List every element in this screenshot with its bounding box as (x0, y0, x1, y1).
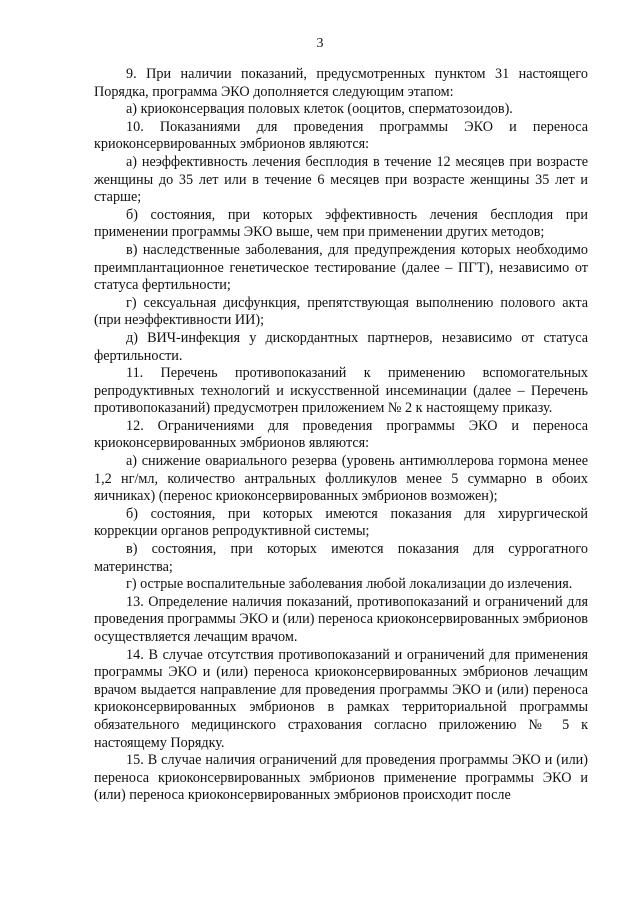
page-number: 3 (316, 36, 324, 51)
paragraph-13: 13. Определение наличия показаний, противопоказаний и ограничений для проведения программы ЭКО и (или) переноса криоконсервированных эмбрионов осуществляется лечащим врачом. (94, 593, 588, 645)
paragraph-12b: б) состояния, при которых имеются показания для хирургической коррекции органов репродуктивной системы; (94, 505, 588, 540)
paragraph-12g: г) острые воспалительные заболевания любой локализации до излечения. (126, 576, 573, 593)
paragraph-10b: б) состояния, при которых эффективность лечения бесплодия при применении программы ЭКО выше, чем при применении других методов; (94, 206, 588, 241)
paragraph-11: 11. Перечень противопоказаний к применению вспомогательных репродуктивных технологий и искусственной инсеминации (далее – Перечень противопоказаний) предусмотрен приложением № 2 к настоящему приказу. (94, 365, 588, 417)
paragraph-10d: д) ВИЧ-инфекция у дискордантных партнеров, независимо от статуса фертильности. (94, 329, 588, 364)
paragraph-12a: а) снижение овариального резерва (уровень антимюллерова гормона менее 1,2 нг/мл, количество антральных фолликулов менее 5 суммарно в обоих яичниках) (перенос криоконсервированных эмбрионов возможен); (94, 453, 588, 505)
paragraph-10: 10. Показаниями для проведения программы ЭКО и переноса криоконсервированных эмбрионов являются: (94, 118, 588, 153)
paragraph-12: 12. Ограничениями для проведения программы ЭКО и переноса криоконсервированных эмбрионов являются: (94, 417, 588, 452)
paragraph-10a: а) неэффективность лечения бесплодия в течение 12 месяцев при возрасте женщины до 35 лет или в течение 6 месяцев при возрасте женщины 35 лет и старше; (94, 153, 588, 206)
paragraph-10v: в) наследственные заболевания, для предупреждения которых необходимо преимплантационное генетическое тестирование (далее – ПГТ), независимо от статуса фертильности; (94, 241, 588, 294)
paragraph-9: 9. При наличии показаний, предусмотренных пунктом 31 настоящего Порядка, программа ЭКО дополняется следующим этапом: (94, 66, 588, 100)
paragraph-15: 15. В случае наличия ограничений для проведения программы ЭКО и (или) переноса криоконсервированных эмбрионов применение программы ЭКО и (или) переноса криоконсервированных эмбрионов происходит после (94, 752, 588, 804)
paragraph-9a: а) криоконсервация половых клеток (ооцитов, сперматозоидов). (126, 101, 513, 118)
paragraph-12v: в) состояния, при которых имеются показания для суррогатного материнства; (94, 541, 588, 575)
paragraph-10g: г) сексуальная дисфункция, препятствующая выполнению полового акта (при неэффективности ИИ); (94, 294, 588, 329)
document-body (94, 66, 588, 805)
paragraph-14: 14. В случае отсутствия противопоказаний и ограничений для применения программы ЭКО и (или) переноса криоконсервированных эмбрионов лечащим врачом выдается направление для проведения программы ЭКО и (или) переноса криоконсервированных эмбрионов в рамках территориальной программы обязательного медицинского страхования согласно приложению № 5 к настоящему Порядку. (94, 646, 588, 751)
